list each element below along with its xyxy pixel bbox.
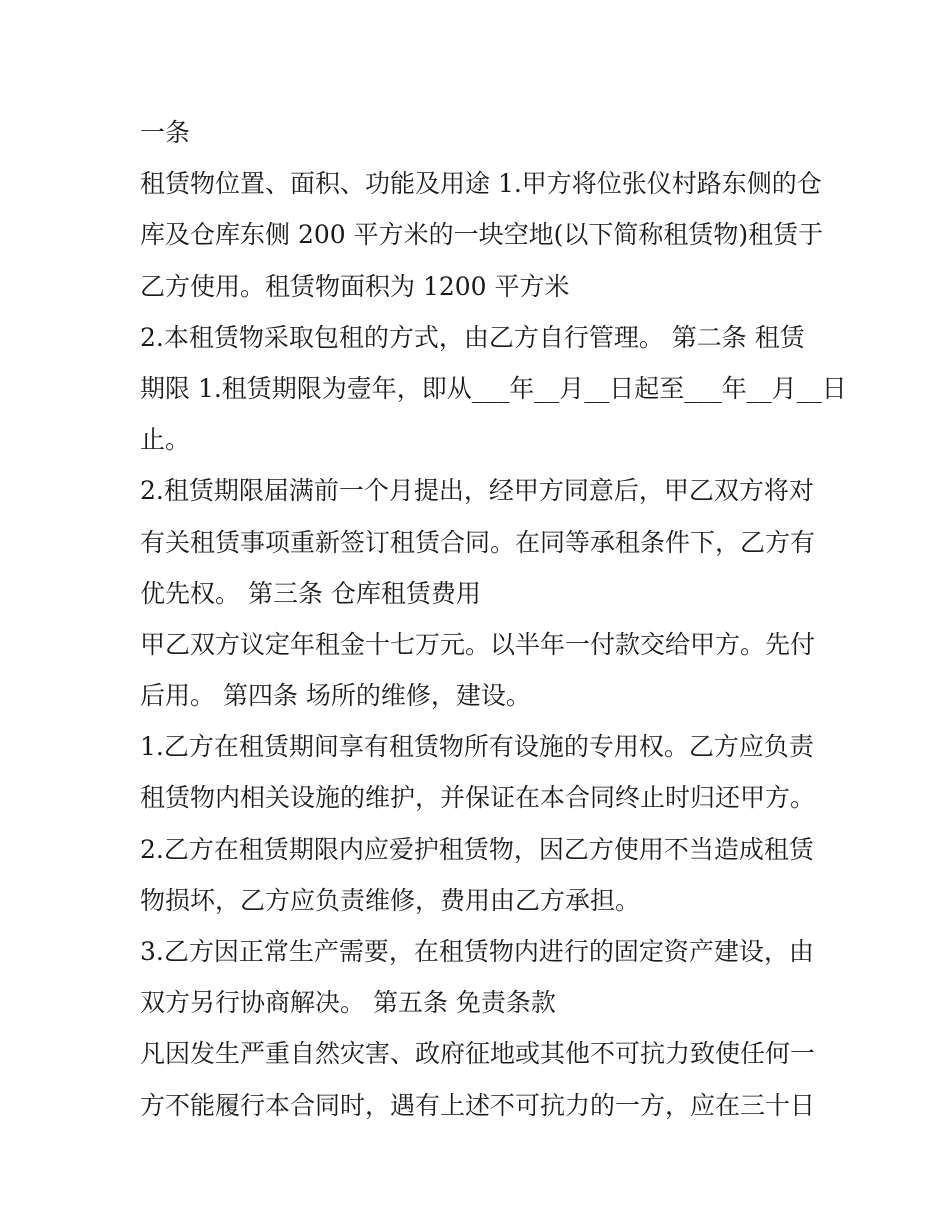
text-line: 租赁物位置、面积、功能及用途 1.甲方将位张仪村路东侧的仓 <box>140 169 822 199</box>
text-line: 2.租赁期限届满前一个月提出，经甲方同意后，甲乙双方将对 <box>140 476 814 506</box>
text-line: 有关租赁事项重新签订租赁合同。在同等承租条件下，乙方有 <box>140 527 816 557</box>
text-line: 库及仓库东侧 200 平方米的一块空地(以下简称租赁物)租赁于 <box>140 220 824 250</box>
text-line: 2.本租赁物采取包租的方式，由乙方自行管理。 第二条 租赁 <box>140 322 805 352</box>
text-line: 甲乙双方议定年租金十七万元。以半年一付款交给甲方。先付 <box>140 629 816 659</box>
text-line: 凡因发生严重自然灾害、政府征地或其他不可抗力致使任何一 <box>140 1039 816 1069</box>
text-line: 物损坏，乙方应负责维修，费用由乙方承担。 <box>140 885 641 915</box>
text-line: 期限 1.租赁期限为壹年，即从___年__月__日起至___年__月__日 <box>140 373 847 403</box>
text-line: 乙方使用。租赁物面积为 1200 平方米 <box>140 271 570 301</box>
text-line: 止。 <box>140 425 191 455</box>
text-line: 租赁物内相关设施的维护，并保证在本合同终止时归还甲方。 <box>140 783 816 813</box>
text-line: 后用。 第四条 场所的维修，建设。 <box>140 681 531 711</box>
text-line: 2.乙方在租赁期限内应爱护租赁物，因乙方使用不当造成租赁 <box>140 834 814 864</box>
text-line: 方不能履行本合同时，遇有上述不可抗力的一方，应在三十日 <box>140 1090 816 1120</box>
text-line: 一条 <box>140 118 191 147</box>
text-line: 1.乙方在租赁期间享有租赁物所有设施的专用权。乙方应负责 <box>140 732 814 762</box>
text-line: 优先权。 第三条 仓库租赁费用 <box>140 578 481 608</box>
contract-text <box>140 107 847 1131</box>
text-line: 3.乙方因正常生产需要，在租赁物内进行的固定资产建设，由 <box>140 937 814 966</box>
text-line: 双方另行协商解决。 第五条 免责条款 <box>140 988 556 1018</box>
